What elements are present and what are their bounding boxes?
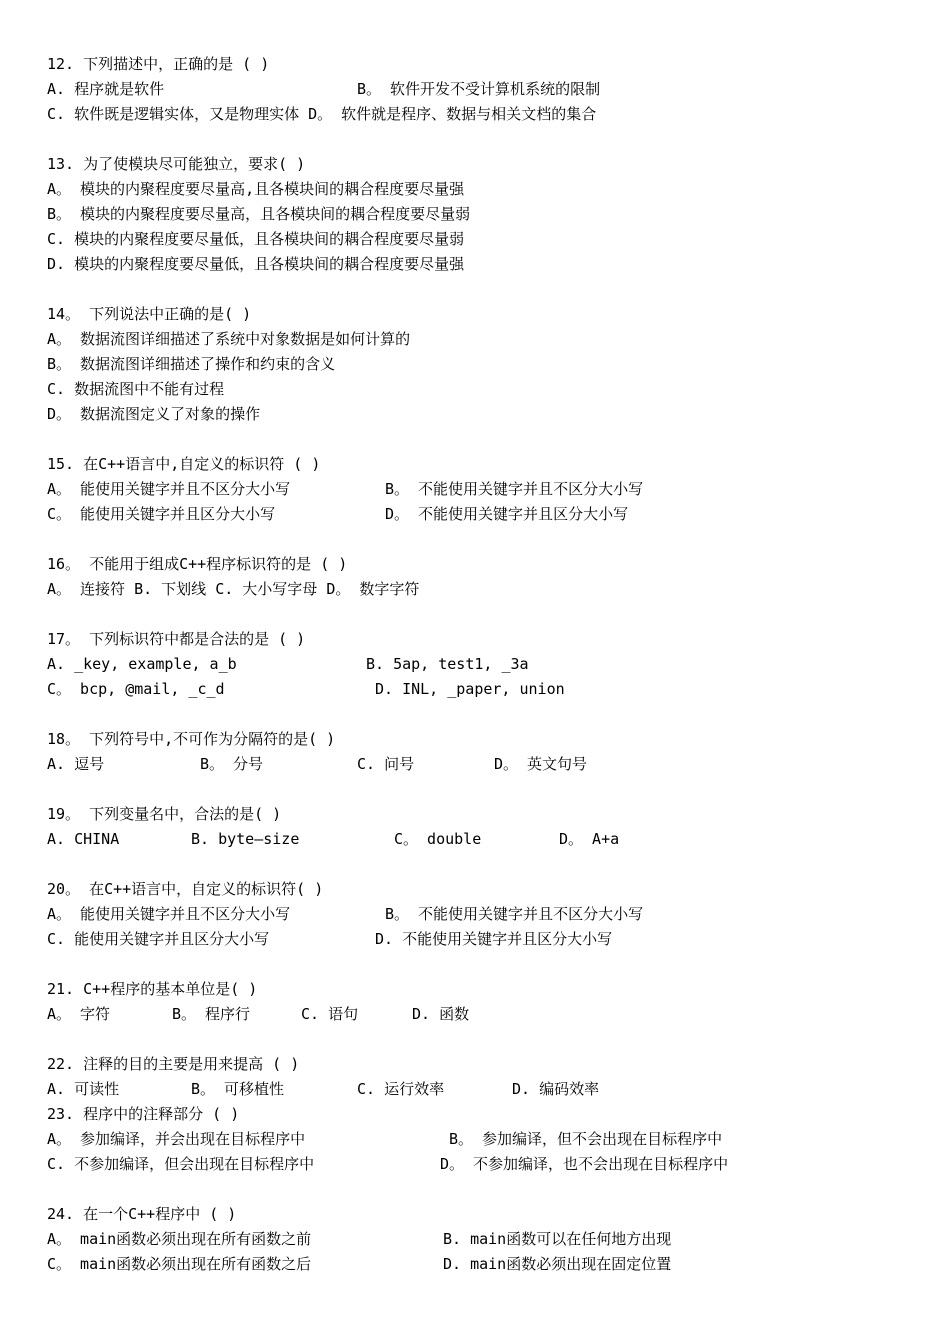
option-text: D. 模块的内聚程度要尽量低，且各模块间的耦合程度要尽量强 [47,255,465,273]
option-row [47,477,927,502]
option-text: B。 软件开发不受计算机系统的限制 [357,80,601,98]
spacer [47,127,927,152]
question-stem: 13. 为了使模块尽可能独立，要求( ) [47,155,306,173]
option-text: A. _key, example, a_b [47,655,237,673]
question-stem: 23. 程序中的注释部分 ( ) [47,1105,240,1123]
option-text: C. 模块的内聚程度要尽量低，且各模块间的耦合程度要尽量弱 [47,230,465,248]
option-text: D. INL, _paper, union [375,680,565,698]
option-text: D。 A+a [559,830,620,848]
option-text: B。 可移植性 [191,1080,285,1098]
question-stem: 21. C++程序的基本单位是( ) [47,980,258,998]
spacer [47,527,927,552]
option-row [47,402,927,427]
option-text: B. byte—size [191,830,300,848]
question-block [47,977,927,1027]
question-stem: 17。 下列标识符中都是合法的是 ( ) [47,630,306,648]
option-row [47,1227,927,1252]
option-text: A. CHINA [47,830,120,848]
option-row [47,227,927,252]
question-block [47,452,927,527]
option-text: A. 可读性 [47,1080,120,1098]
question-stem: 16。 不能用于组成C++程序标识符的是 ( ) [47,555,348,573]
spacer [47,952,927,977]
option-row [47,1252,927,1277]
spacer [47,852,927,877]
option-text: A。 参加编译，并会出现在目标程序中 [47,1130,306,1148]
option-row [47,352,927,377]
option-text: A. 逗号 [47,755,105,773]
spacer [47,1027,927,1052]
question-block [47,877,927,952]
question-stem: 19。 下列变量名中，合法的是( ) [47,805,282,823]
question-stem: 24. 在一个C++程序中 ( ) [47,1205,237,1223]
option-text: A。 连接符 B. 下划线 C. 大小写字母 D。 数字字符 [47,580,420,598]
option-row [47,827,927,852]
option-row [47,577,927,602]
option-text: A。 数据流图详细描述了系统中对象数据是如何计算的 [47,330,411,348]
option-text: C. 问号 [357,755,415,773]
option-text: B。 不能使用关键字并且不区分大小写 [385,905,644,923]
option-text: C. 能使用关键字并且区分大小写 [47,930,270,948]
spacer [47,427,927,452]
option-text: C。 bcp, @mail, _c_d [47,680,225,698]
spacer [47,702,927,727]
option-row [47,677,927,702]
question-stem: 12. 下列描述中，正确的是 ( ) [47,55,270,73]
option-row [47,177,927,202]
option-text: C. 语句 [301,1005,359,1023]
option-text: D。 英文句号 [494,755,588,773]
option-text: D. 不能使用关键字并且区分大小写 [375,930,613,948]
option-text: B。 不能使用关键字并且不区分大小写 [385,480,644,498]
option-text: B。 分号 [200,755,264,773]
option-row [47,902,927,927]
question-block [47,727,927,777]
question-block [47,1052,927,1102]
option-text: A。 能使用关键字并且不区分大小写 [47,480,291,498]
question-stem: 14。 下列说法中正确的是( ) [47,305,252,323]
option-text: C。 能使用关键字并且区分大小写 [47,505,276,523]
question-block [47,627,927,702]
question-block [47,1202,927,1277]
option-row [47,377,927,402]
question-block [47,552,927,602]
option-text: A。 main函数必须出现在所有函数之前 [47,1230,312,1248]
option-text: B。 参加编译，但不会出现在目标程序中 [449,1130,723,1148]
option-text: D。 不参加编译，也不会出现在目标程序中 [440,1155,729,1173]
option-text: A。 字符 [47,1005,111,1023]
option-row [47,1127,927,1152]
option-text: A。 模块的内聚程度要尽量高,且各模块间的耦合程度要尽量强 [47,180,465,198]
option-row [47,102,927,127]
spacer [47,777,927,802]
option-text: C. 不参加编译，但会出现在目标程序中 [47,1155,315,1173]
option-text: A. 程序就是软件 [47,80,165,98]
option-row [47,752,927,777]
option-text: C. 数据流图中不能有过程 [47,380,225,398]
option-row [47,927,927,952]
spacer [47,277,927,302]
option-row [47,327,927,352]
option-row [47,252,927,277]
option-text: C。 main函数必须出现在所有函数之后 [47,1255,312,1273]
option-text: B。 数据流图详细描述了操作和约束的含义 [47,355,336,373]
option-text: C。 double [394,830,482,848]
spacer [47,602,927,627]
option-row [47,1002,927,1027]
option-text: C. 软件既是逻辑实体，又是物理实体 D。 软件就是程序、数据与相关文档的集合 [47,105,597,123]
option-row [47,77,927,102]
question-block [47,52,927,127]
option-text: A。 能使用关键字并且不区分大小写 [47,905,291,923]
question-stem: 15. 在C++语言中,自定义的标识符 ( ) [47,455,321,473]
question-document [47,52,927,1277]
option-text: D. main函数必须出现在固定位置 [443,1255,672,1273]
option-text: D. 函数 [412,1005,470,1023]
option-text: C. 运行效率 [357,1080,445,1098]
option-text: D。 不能使用关键字并且区分大小写 [385,505,629,523]
option-text: D。 数据流图定义了对象的操作 [47,405,261,423]
option-text: B。 程序行 [172,1005,251,1023]
spacer [47,1177,927,1202]
option-text: B. 5ap, test1, _3a [366,655,529,673]
question-stem: 20。 在C++语言中，自定义的标识符( ) [47,880,324,898]
question-block [47,302,927,427]
option-text: B。 模块的内聚程度要尽量高，且各模块间的耦合程度要尽量弱 [47,205,471,223]
option-text: D. 编码效率 [512,1080,600,1098]
option-row [47,502,927,527]
option-row [47,652,927,677]
question-stem: 22. 注释的目的主要是用来提高 ( ) [47,1055,300,1073]
option-row [47,1077,927,1102]
option-row [47,202,927,227]
question-block [47,152,927,277]
question-stem: 18。 下列符号中,不可作为分隔符的是( ) [47,730,336,748]
option-row [47,1152,927,1177]
question-block [47,802,927,852]
option-text: B. main函数可以在任何地方出现 [443,1230,672,1248]
question-block [47,1102,927,1177]
